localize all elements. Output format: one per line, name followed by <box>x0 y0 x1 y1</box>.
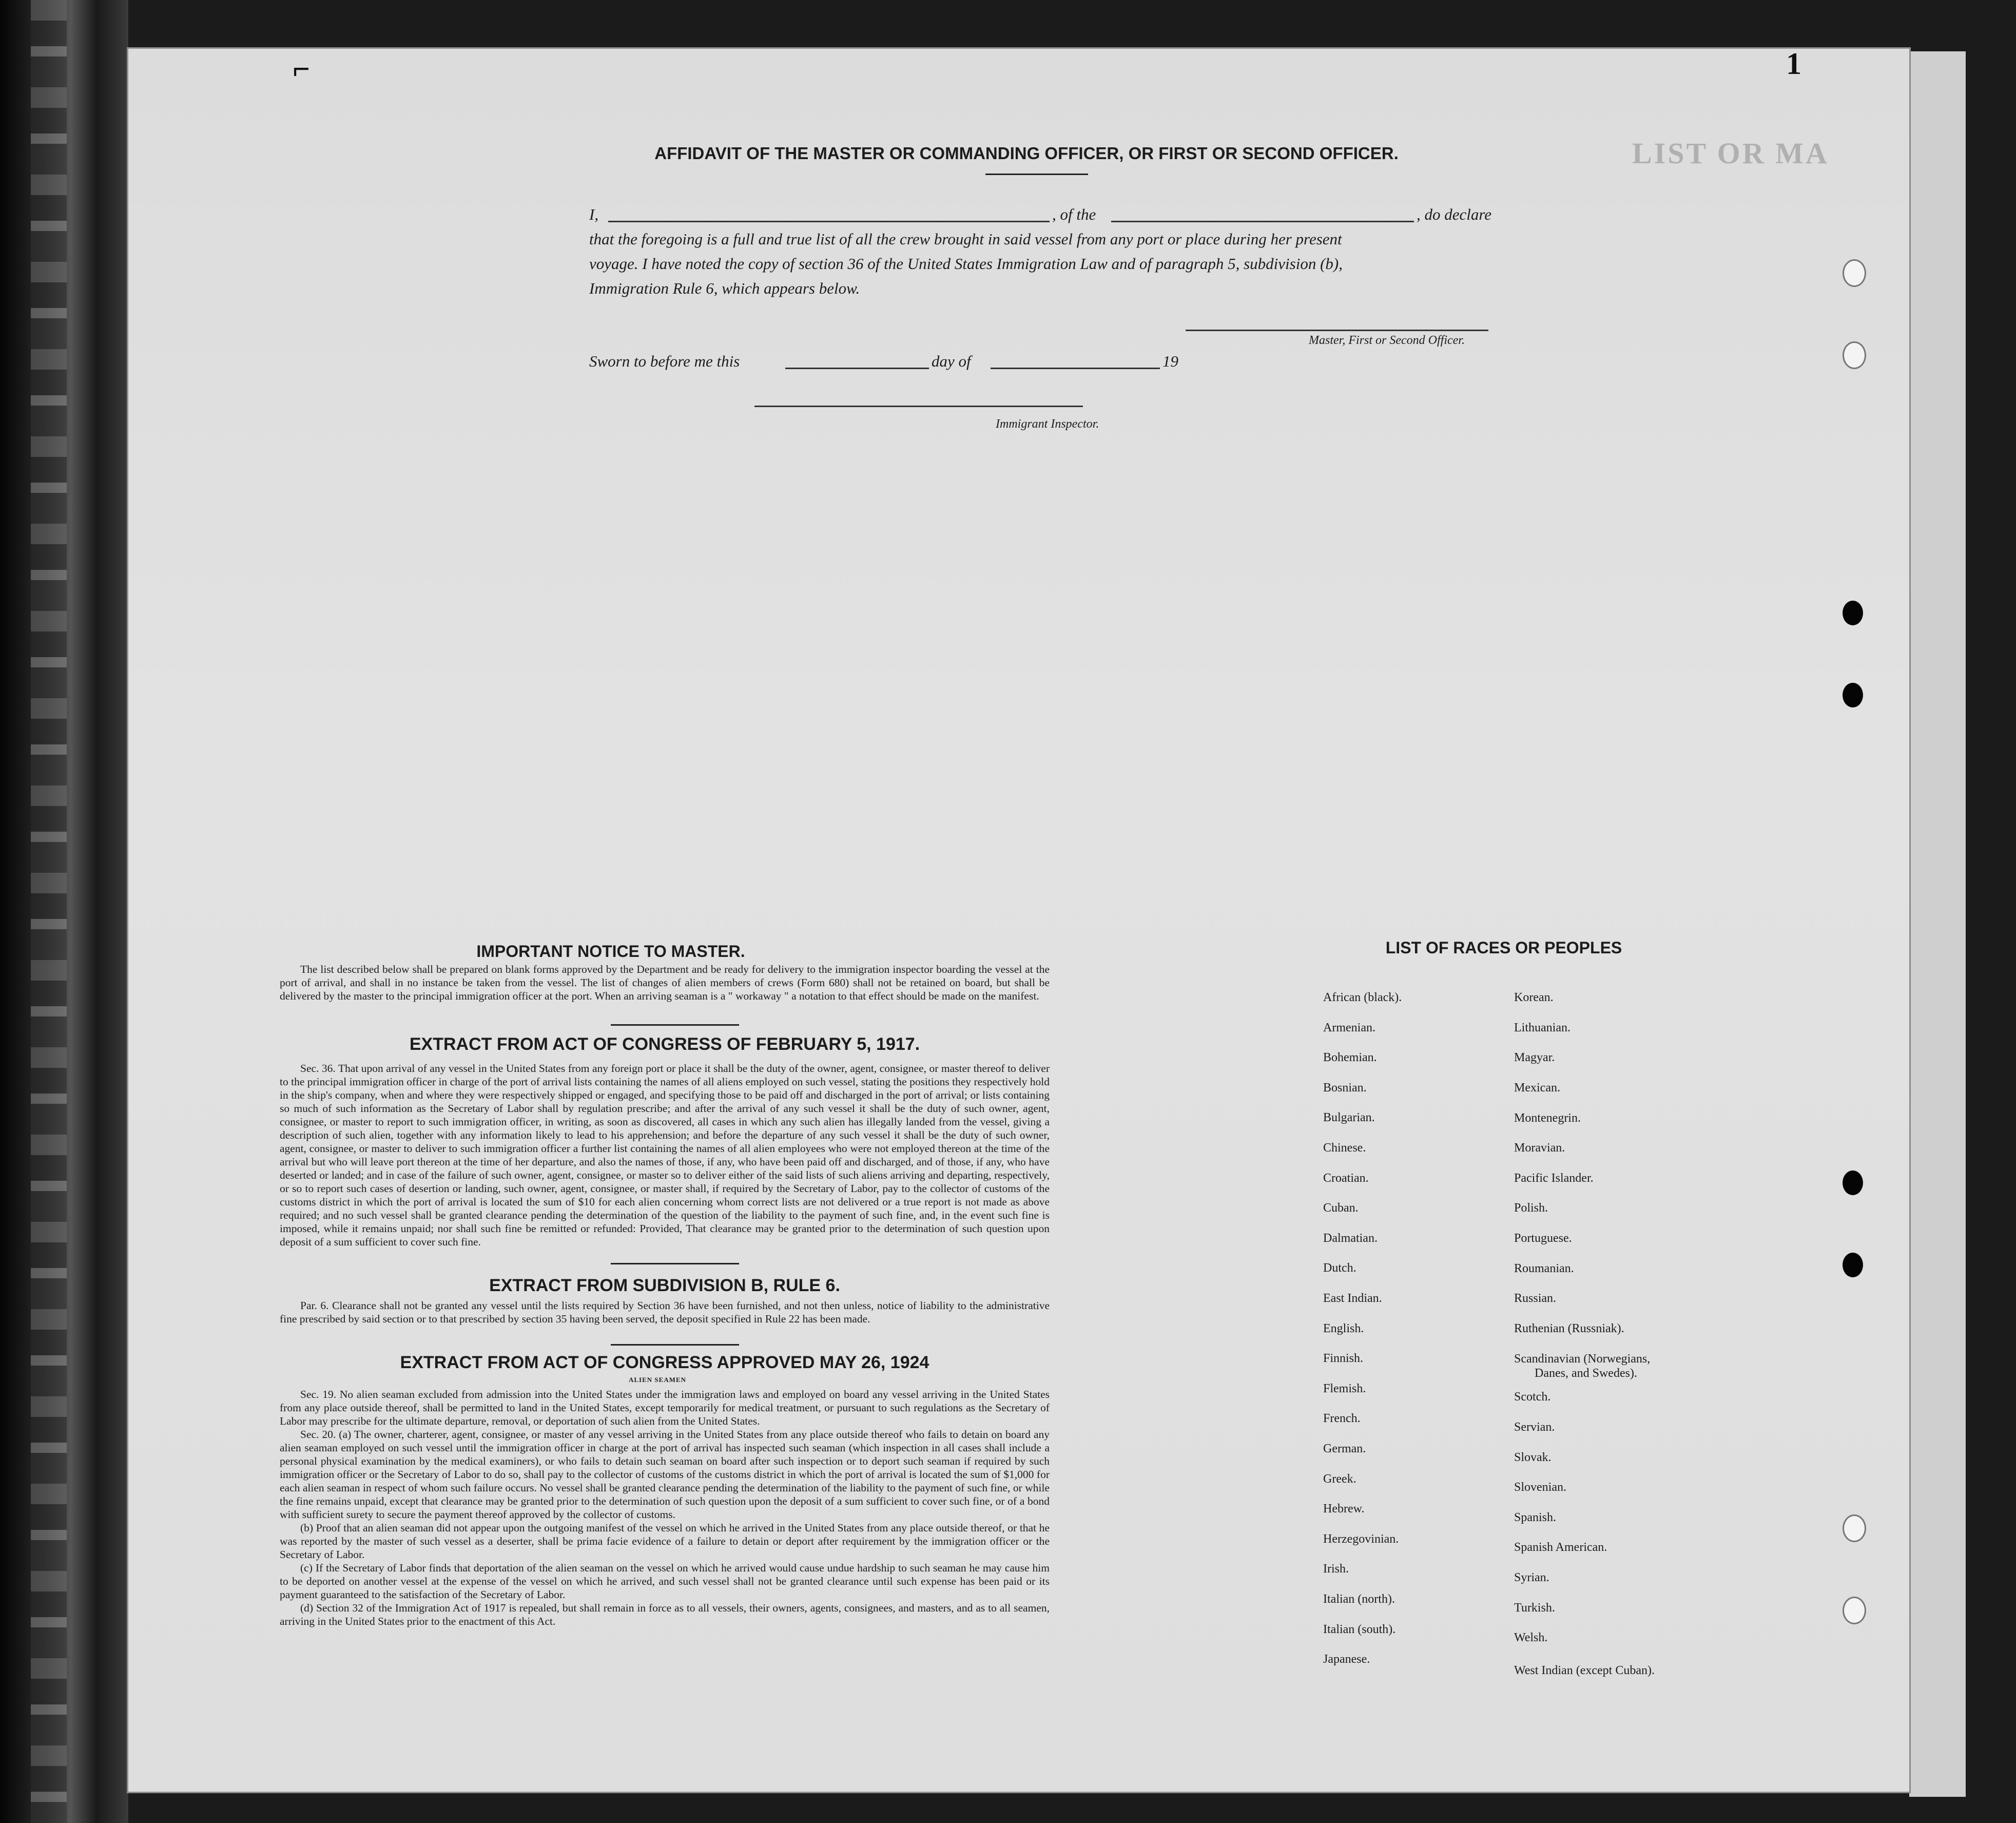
race-item: Flemish. <box>1323 1381 1366 1395</box>
divider <box>611 1263 739 1264</box>
page-number-mark: 1 <box>1786 47 1801 81</box>
extract-rule6-title: EXTRACT FROM SUBDIVISION B, RULE 6. <box>489 1276 840 1295</box>
vessel-blank <box>1111 221 1414 222</box>
affidavit-line1-declare: , do declare <box>1417 205 1492 223</box>
race-item: Finnish. <box>1323 1352 1364 1366</box>
affidavit-line4: Immigration Rule 6, which appears below. <box>589 279 860 297</box>
race-item: Korean. <box>1514 991 1554 1004</box>
race-item: Bosnian. <box>1323 1081 1367 1095</box>
signature-line <box>1186 330 1488 331</box>
race-item: Croatian. <box>1323 1171 1369 1185</box>
extract-1924-title: EXTRACT FROM ACT OF CONGRESS APPROVED MAY 26, 1924 <box>400 1353 929 1372</box>
day-of-label: day of <box>932 352 971 370</box>
extract-rule6-text: Par. 6. Clearance shall not be granted any vessel until the lists required by Section 36 have been furnished, and not then unless, notice of liability to the administrative fine prescribed by said section or to that prescribed by section 35 having been served, the deposit specified in Rule 22 has been made. <box>280 1299 1050 1325</box>
punch-hole <box>1843 1597 1866 1624</box>
extract-1924-text <box>280 1388 1050 1628</box>
race-item: English. <box>1323 1321 1364 1335</box>
extract-1917-text: Sec. 36. That upon arrival of any vessel in the United States from any foreign port or place it shall be the duty of the owner, agent, consignee, or master thereof to deliver to the principal immigration officer in charge of the port of arrival lists containing the names of all aliens employed on such vessel, stating the positions they respectively hold in the ship's company, when and where they were respectively shipped or engaged, and specifying those to be paid off and discharged in the port of arrival; or lists containing so much of such information as the Secretary of Labor shall by regulation prescribe; and after the arrival of any such vessel it shall be the duty of such owner, agent, consignee, or master to report to such immigration officer, in writing, as soon as discovered, all cases in which any such alien has illegally landed from the vessel, giving a description of such alien, together with any information likely to lead to his apprehension; and before the departure of any such vessel it shall be the duty of such owner, agent, consignee, or master to deliver to such immigration officer a further list containing the names of all alien employees who were not employed thereon at the time of the arrival but who will leave port thereon at the time of her departure, and also the names of those, if any, who have been paid off and discharged, and of those, if any, who have deserted or landed; and in case of the failure of such owner, agent, consignee, or master so to deliver either of the said lists of such aliens arriving and departing, respectively, or so to report such cases of desertion or landing, such owner, agent, consignee, or master shall, if required by the Secretary of Labor, pay to the collector of customs of the customs district in which the port of arrival is located the sum of $10 for each alien concerning whom correct lists are not delivered or a true report is not made as above required; and no such vessel shall be granted clearance pending the determination of the question of the liability to the payment of such fine, and, in the event such fine is imposed, while it remains unpaid; nor shall such fine be remitted or refunded: Provided, That clearance may be granted prior to the determination of such question upon deposit of a sum sufficient to cover such fine. <box>280 1062 1050 1248</box>
race-item: Greek. <box>1323 1472 1356 1486</box>
bleed-through-heading: LIST OR MA <box>1632 137 1829 170</box>
affidavit-line3: voyage. I have noted the copy of section 36 of the United States Immigration Law and of paragraph 5, subdivision (b), <box>589 255 1343 273</box>
race-item: Spanish. <box>1514 1511 1557 1524</box>
race-item: Bulgarian. <box>1323 1111 1375 1125</box>
year-label: 19 <box>1162 352 1178 370</box>
pencil-mark-top-left: ⌐ <box>293 52 311 86</box>
race-item: Chinese. <box>1323 1141 1366 1155</box>
punch-hole <box>1843 1170 1863 1195</box>
race-item: Portuguese. <box>1514 1232 1572 1245</box>
punch-hole <box>1843 683 1863 707</box>
race-item: Irish. <box>1323 1562 1349 1576</box>
extract-1917-title: EXTRACT FROM ACT OF CONGRESS OF FEBRUARY 5, 1917. <box>409 1034 920 1054</box>
race-item: Syrian. <box>1514 1571 1549 1584</box>
scan-right-margin <box>1909 51 1966 1797</box>
name-blank <box>608 221 1050 222</box>
race-item: Slovenian. <box>1514 1481 1566 1494</box>
race-item: French. <box>1323 1412 1361 1426</box>
punch-hole <box>1843 341 1866 369</box>
race-item: Italian (south). <box>1323 1622 1396 1636</box>
race-item: Slovak. <box>1514 1451 1552 1464</box>
punch-hole <box>1843 1514 1866 1542</box>
race-item: German. <box>1323 1442 1366 1455</box>
affidavit-line1-of: , of the <box>1052 205 1096 223</box>
punch-hole <box>1843 601 1863 625</box>
affidavit-line1-i: I, <box>589 205 599 223</box>
race-item: Lithuanian. <box>1514 1021 1571 1034</box>
race-item: Italian (north). <box>1323 1592 1395 1606</box>
race-item: Cuban. <box>1323 1201 1359 1215</box>
sworn-label: Sworn to before me this <box>589 352 740 370</box>
punch-hole <box>1843 1253 1863 1277</box>
inspector-line <box>754 406 1083 407</box>
sec-20b: (b) Proof that an alien seaman did not appear upon the outgoing manifest of the vessel on which he arrived in the United States from any place outside thereof, or that he was reported by the master of such vessel as a deserter, shall be prima facie evidence of a failure to detain or deport after requirement by the immigration officer or the Secretary of Labor. <box>280 1522 1050 1561</box>
scan-binding-strip <box>31 0 67 1823</box>
race-item: Dalmatian. <box>1323 1231 1378 1245</box>
notice-text: The list described below shall be prepared on blank forms approved by the Department and be ready for delivery to the immigration inspector boarding the vessel at the port of arrival, and shall in no instance be taken from the vessel. The list of changes of alien members of crews (Form 680) shall not be retained on board, but shall be delivered by the master to the principal immigration officer at the port. When an arriving seaman is a " workaway " a notation to that effect should be made on the manifest. <box>280 963 1050 1002</box>
race-item: Ruthenian (Russniak). <box>1514 1322 1624 1335</box>
month-blank <box>991 368 1160 369</box>
notice-title: IMPORTANT NOTICE TO MASTER. <box>476 942 745 961</box>
divider <box>611 1024 739 1026</box>
race-item: Welsh. <box>1514 1631 1548 1644</box>
race-item: Servian. <box>1514 1421 1555 1434</box>
race-item: Hebrew. <box>1323 1502 1365 1516</box>
race-item: African (black). <box>1323 991 1402 1004</box>
sec-20a: Sec. 20. (a) The owner, charterer, agent, consignee, or master of any vessel arriving in the United States from any place outside thereof who fails to detain on board any alien seaman employed on such vessel until the immigration officer in charge at the port of arrival has inspected such seaman (which inspection in all cases shall include a personal physical examination by the medical examiners), or who fails to detain such seaman on board after such inspection or to deport such seaman if required by such immigration officer or the Secretary of Labor to do so, shall pay to the collector of customs of the customs district in which the port of arrival is located the sum of $1,000 for each alien seaman in respect of whom such failure occurs. No vessel shall be granted clearance pending the determination of the liability to the payment of such fine, or while the fine remains unpaid, except that clearance may be granted prior to the determination of such question upon the deposit of a sum sufficient to cover such fine, or of a bond with sufficient surety to secure the payment thereof approved by the collector of customs. <box>280 1428 1050 1521</box>
signature-label: Master, First or Second Officer. <box>1309 334 1465 347</box>
race-item: Spanish American. <box>1514 1541 1607 1554</box>
day-blank <box>785 368 929 369</box>
race-item: Roumanian. <box>1514 1262 1574 1275</box>
race-item: Bohemian. <box>1323 1051 1377 1065</box>
race-item: West Indian (except Cuban). <box>1514 1664 1655 1677</box>
sec-20d: (d) Section 32 of the Immigration Act of 1917 is repealed, but shall remain in force as to all vessels, their owners, agents, consignees, and masters, and as to all seamen, arriving in the United States prior to the enactment of this Act. <box>280 1602 1050 1627</box>
race-item: Russian. <box>1514 1292 1557 1305</box>
race-item: Scotch. <box>1514 1390 1551 1404</box>
affidavit-title: AFFIDAVIT OF THE MASTER OR COMMANDING OFFICER, OR FIRST OR SECOND OFFICER. <box>654 144 1399 163</box>
race-item: Danes, and Swedes). <box>1535 1367 1637 1380</box>
race-item: Moravian. <box>1514 1141 1565 1155</box>
races-title: LIST OF RACES OR PEOPLES <box>1385 938 1622 957</box>
race-item: Magyar. <box>1514 1051 1555 1064</box>
extract-1924-subtitle: ALIEN SEAMEN <box>629 1376 687 1384</box>
race-item: Dutch. <box>1323 1261 1356 1275</box>
race-item: Polish. <box>1514 1201 1548 1215</box>
sec-20c: (c) If the Secretary of Labor finds that deportation of the alien seaman on the vessel on which he arrived would cause undue hardship to such seaman he may cause him to be deported on another vessel at the expense of the vessel on which he arrived, and such vessel shall not be granted clearance until such expense has been paid or its payment guaranteed to the satisfaction of the Secretary of Labor. <box>280 1562 1050 1601</box>
sec-19: Sec. 19. No alien seaman excluded from admission into the United States under the immigration laws and employed on board any vessel arriving in the United States from any place outside thereof, shall be permitted to land in the United States, except temporarily for medical treatment, or pursuant to such regulations as the Secretary of Labor may prescribe for the ultimate departure, removal, or deportation of such alien from the United States. <box>280 1388 1050 1427</box>
divider <box>611 1344 739 1346</box>
divider <box>985 174 1088 175</box>
race-item: Scandinavian (Norwegians, <box>1514 1352 1651 1366</box>
race-item: East Indian. <box>1323 1292 1382 1305</box>
affidavit-line2: that the foregoing is a full and true list of all the crew brought in said vessel from any port or place during her present <box>589 230 1342 248</box>
race-item: Armenian. <box>1323 1021 1375 1034</box>
race-item: Montenegrin. <box>1514 1111 1581 1125</box>
race-item: Japanese. <box>1323 1653 1370 1666</box>
punch-hole <box>1843 259 1866 287</box>
race-item: Turkish. <box>1514 1601 1555 1615</box>
race-item: Herzegovinian. <box>1323 1532 1399 1546</box>
inspector-label: Immigrant Inspector. <box>996 417 1099 431</box>
race-item: Mexican. <box>1514 1081 1560 1095</box>
race-item: Pacific Islander. <box>1514 1172 1594 1185</box>
